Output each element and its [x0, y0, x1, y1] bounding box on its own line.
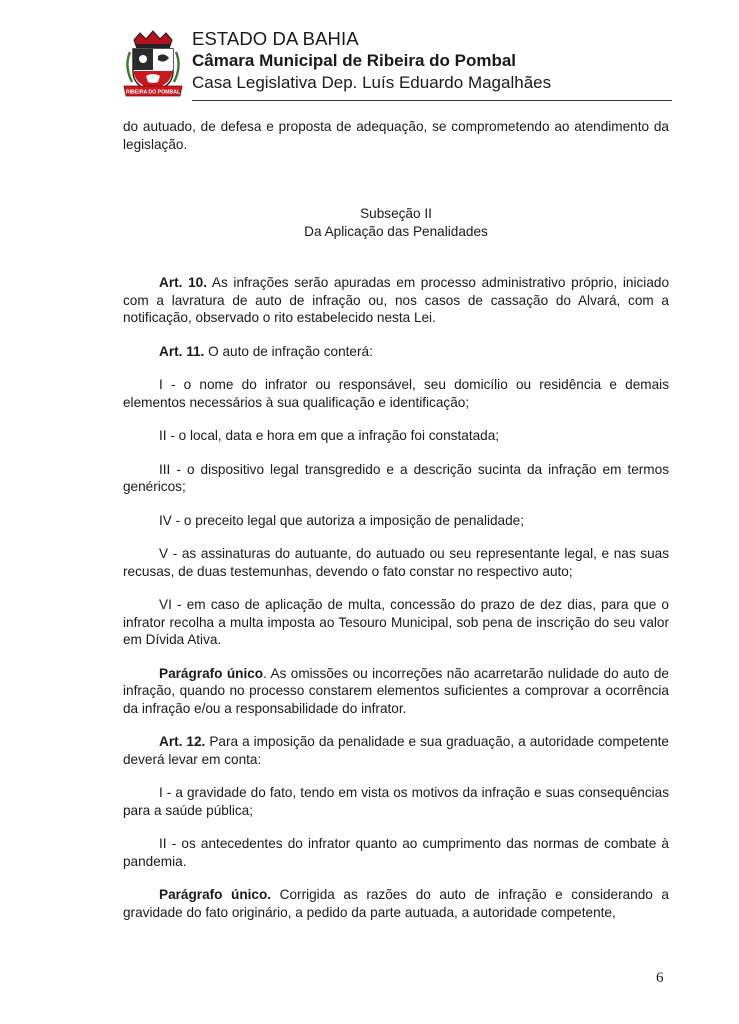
crest-ribbon-text: RIBEIRA DO POMBAL: [125, 89, 181, 96]
legislative-house-name: Casa Legislativa Dep. Luís Eduardo Magalhães: [192, 73, 552, 92]
article-11-item-1: I - o nome do infrator ou responsável, seu domicílio ou residência e demais elementos necessários à sua qualificação e identificação;: [123, 377, 669, 410]
article-11-item-5: V - as assinaturas do autuante, do autuado ou seu representante legal, e nas suas recusas, de duas testemunhas, devendo o fato constar no respectivo auto;: [123, 546, 669, 579]
state-name: ESTADO DA BAHIA: [192, 28, 359, 49]
article-12-item-1: I - a gravidade do fato, tendo em vista os motivos da infração e suas consequências para a saúde pública;: [123, 785, 669, 818]
article-11-text: O auto de infração conterá:: [204, 343, 373, 359]
article-12-item-2: II - os antecedentes do infrator quanto ao cumprimento das normas de combate à pandemia.: [123, 836, 669, 869]
letterhead: [120, 28, 672, 102]
article-12: [123, 733, 669, 768]
article-10-text: As infrações serão apuradas em processo administrativo próprio, iniciado com a lavratura de auto de infração ou, nos casos de cassação do Alvará, com a notificação, observado o rito estabelecido nesta Lei.: [123, 275, 670, 325]
article-11-sole-paragraph: [123, 665, 669, 718]
subsection-heading: [123, 205, 669, 240]
article-12-sole-paragraph: [123, 886, 669, 921]
article-11-item-4: IV - o preceito legal que autoriza a imposição de penalidade;: [159, 512, 525, 528]
article-11-label: Art. 11.: [159, 343, 205, 359]
document-body: [123, 118, 669, 937]
subsection-subtitle: Da Aplicação das Penalidades: [304, 223, 488, 239]
article-12-label: Art. 12.: [159, 734, 206, 749]
chamber-name: Câmara Municipal de Ribeira do Pombal: [192, 51, 517, 70]
article-12-text: Para a imposição da penalidade e sua graduação, a autoridade competente deverá levar em conta:: [123, 734, 669, 767]
sole-paragraph-2-label: Parágrafo único.: [159, 887, 272, 902]
sole-paragraph-2-text: Corrigida as razões do auto de infração e considerando a gravidade do fato originário, a pedido da parte autuada, a autoridade competente,: [123, 887, 669, 920]
article-11-item-2: II - o local, data e hora em que a infração foi constatada;: [159, 428, 500, 443]
article-10-label: Art. 10.: [159, 275, 207, 290]
sole-paragraph-text: . As omissões ou incorreções não acarretarão nulidade do auto de infração, quando no processo constarem elementos suficientes a comprovar a ocorrência da infração e/ou a responsabilidade do infrator.: [123, 665, 669, 716]
intro-paragraph: do autuado, de defesa e proposta de adequação, se comprometendo ao atendimento da legislação.: [123, 119, 669, 152]
letterhead-text: [192, 28, 551, 94]
article-11: [123, 343, 669, 361]
municipal-crest-logo: [120, 30, 186, 98]
page-number: 6: [656, 970, 664, 986]
article-11-item-3: III - o dispositivo legal transgredido e a descrição sucinta da infração em termos genéricos;: [123, 461, 669, 494]
article-11-item-6: VI - em caso de aplicação de multa, concessão do prazo de dez dias, para que o infrator recolha a multa imposta ao Tesouro Municipal, sob pena de inscrição do seu valor em Dívida Ativa.: [123, 597, 669, 647]
sole-paragraph-label: Parágrafo único: [159, 665, 264, 681]
header-divider: [192, 100, 672, 101]
subsection-title: Subseção II: [360, 206, 432, 221]
article-10: [123, 274, 669, 327]
